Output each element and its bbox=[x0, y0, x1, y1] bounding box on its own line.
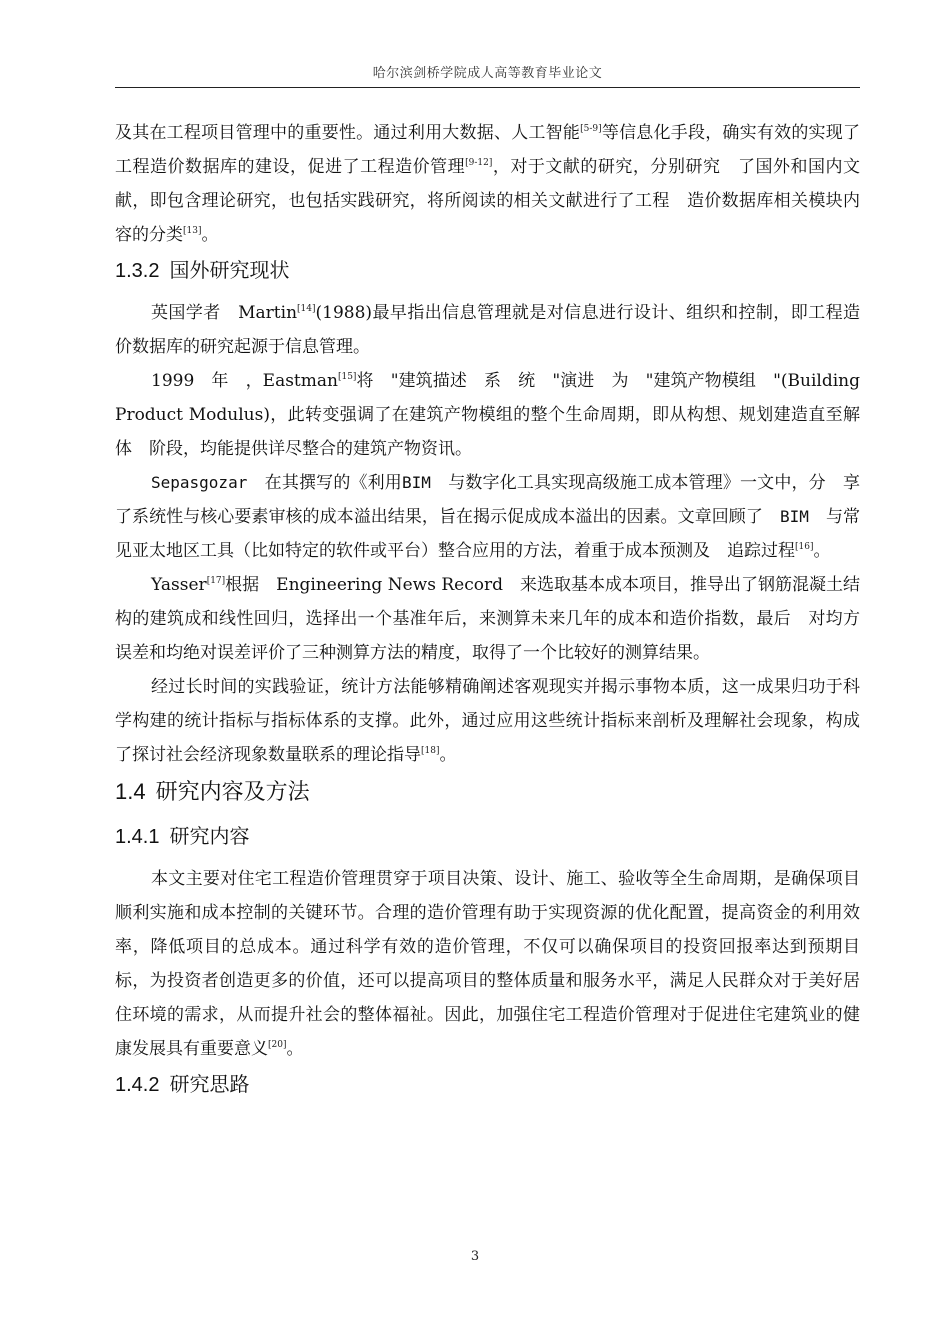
running-header: 哈尔滨剑桥学院成人高等教育毕业论文 bbox=[372, 66, 603, 81]
text-run: 本文主要对住宅工程造价管理贯穿于项目决策、设计、施工、验收等全生命周期，是确保项目顺利实施和成本控制的关键环节。合理的造价管理有助于实现资源的优化配置，提高资金的利用效率，降低项目的总成本。通过科学有效的造价管理，不仅可以确保项目的投资回报率达到预期目标，为投资者创造更多的价值，还可以提高项目的整体质量和服务水平，满足人民群众对于美好居住环境的需求，从而提升社会的整体福祉。因此，加强住宅工程造价管理对于促进住宅建筑业的健康发展具有重要意义 bbox=[115, 869, 860, 1059]
text-run: 根据 Engineering News Record 来选取基本成本项目，推导出了钢筋混凝土结 构的建筑成和线性回归，选择出一个基准年后，来测算未来几年的成本和造价指数，最后 对均方误差和均绝对误差评价了三种测算方法的精度，取得了一个比较好的测算结果。 bbox=[115, 575, 877, 663]
citation: [16] bbox=[795, 542, 814, 552]
section-title: 研究内容及方法 bbox=[155, 779, 310, 804]
author-name: Sepasgozar bbox=[151, 473, 248, 492]
paragraph-eastman bbox=[115, 364, 860, 466]
citation: [14] bbox=[297, 304, 316, 314]
section-heading-1-4-1 bbox=[115, 818, 860, 862]
citation: [20] bbox=[268, 1040, 287, 1050]
text-run: 将 "建筑描述 系 统 "演进 为 "建筑产物模组 "(Building Product Modulus)，此转变强调了在建筑产物模组的整个生命周期，即从构想、规划建造直至解体 阶段，均能提供详尽整合的建筑产物资讯。 bbox=[115, 371, 860, 459]
section-title: 研究思路 bbox=[169, 1074, 250, 1096]
text-run: 及其在工程项目管理中的重要性。通过利用大数据、人工智能 bbox=[115, 123, 581, 143]
text-run: 。 bbox=[201, 225, 219, 245]
citation: [13] bbox=[183, 226, 202, 236]
paragraph-statistics bbox=[115, 670, 860, 772]
text-run: ，对于文献的研究，分别研究 了国外和国内文献，即包含理论研究，也包括实践研究，将所阅读的相关文献进行了工程 造价数据库相关模块内容的分类 bbox=[115, 157, 861, 245]
text-run: 。 bbox=[813, 541, 831, 561]
section-heading-1-3-2 bbox=[115, 252, 860, 296]
page-number: 3 bbox=[470, 1249, 480, 1264]
paragraph-research-content bbox=[115, 862, 860, 1066]
text-run: 经过长时间的实践验证，统计方法能够精确阐述客观现实并揭示事物本质，这一成果归功于科学构建的统计指标与指标体系的支撑。此外，通过应用这些统计指标来剖析及理解社会现象，构成了探讨社会经济现象数量联系的理论指导 bbox=[115, 677, 860, 765]
text-run: Yasser bbox=[151, 575, 207, 595]
term-bim: BIM bbox=[401, 473, 431, 492]
section-title: 研究内容 bbox=[169, 826, 250, 848]
paragraph-martin bbox=[115, 296, 860, 364]
section-title: 国外研究现状 bbox=[169, 260, 290, 282]
citation: [17] bbox=[206, 576, 226, 586]
text-run: (1988)最早指出信息管理就是对信息进行设计、组织和控制，即工程造价数据库的研究起源于信息管理。 bbox=[115, 303, 861, 357]
text-run: 与数字化工具实现高级施工成本管理》一文中，分 享了系统性与核心要素审核的成本溢出结果，旨在揭示促成成本溢出的因素。文章回顾了 bbox=[115, 473, 861, 527]
text-run: 英国学者 Martin bbox=[151, 303, 298, 323]
term-bim: BIM bbox=[779, 507, 809, 526]
intro-paragraph bbox=[115, 116, 860, 252]
header-divider bbox=[115, 87, 860, 88]
citation: [18] bbox=[421, 746, 440, 756]
page-body bbox=[115, 116, 877, 1110]
text-run: 在其撰写的《利用 bbox=[247, 473, 402, 493]
citation: [9-12] bbox=[465, 158, 493, 168]
text-run: 。 bbox=[286, 1039, 304, 1059]
citation: [15] bbox=[337, 372, 357, 382]
section-number: 1.3.2 bbox=[115, 260, 160, 282]
paragraph-sepasgozar bbox=[115, 466, 860, 568]
section-number: 1.4 bbox=[115, 779, 146, 804]
section-number: 1.4.1 bbox=[115, 826, 160, 848]
text-run: 与常见亚太地区工具（比如特定的软件或平台）整合应用的方法，着重于成本预测及 追踪过程 bbox=[115, 507, 861, 561]
citation: [5-9] bbox=[580, 124, 602, 134]
section-number: 1.4.2 bbox=[115, 1074, 160, 1096]
text-run: 等信息化手段，确实有效的实现了工程造价数据库的建设，促进了工程造价管理 bbox=[115, 123, 861, 177]
text-run: 。 bbox=[439, 745, 457, 765]
section-heading-1-4-2 bbox=[115, 1066, 860, 1110]
section-heading-1-4 bbox=[115, 772, 860, 818]
text-run: 1999 年 ，Eastman bbox=[151, 371, 338, 391]
paragraph-yasser bbox=[115, 568, 877, 670]
